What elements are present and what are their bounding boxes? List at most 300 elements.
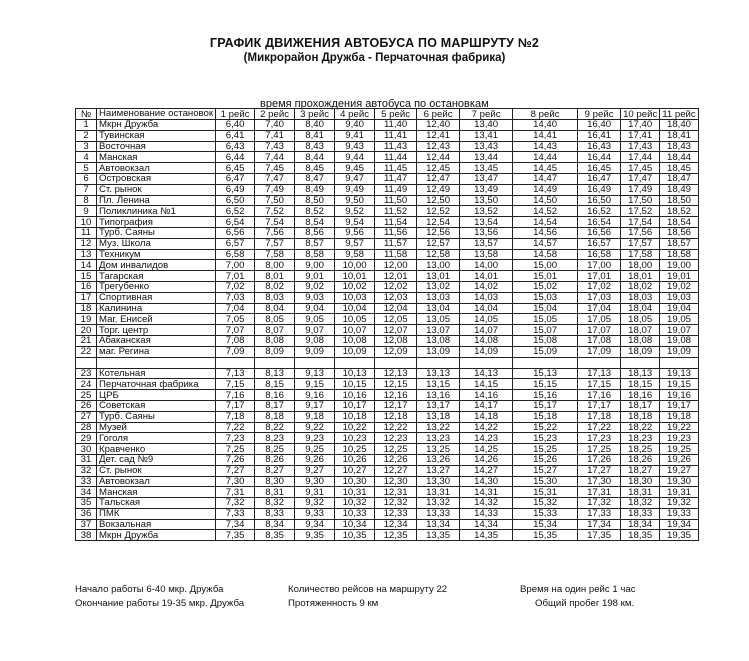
departure-time: 13,52 bbox=[460, 206, 513, 217]
departure-time: 16,54 bbox=[578, 217, 621, 228]
departure-time: 13,47 bbox=[460, 173, 513, 184]
departure-time: 18,23 bbox=[621, 433, 660, 444]
departure-time: 8,52 bbox=[295, 206, 335, 217]
departure-time: 18,52 bbox=[660, 206, 698, 217]
departure-time: 10,25 bbox=[335, 444, 375, 455]
departure-time: 12,17 bbox=[375, 400, 417, 411]
departure-time: 16,40 bbox=[578, 120, 621, 131]
departure-time: 17,47 bbox=[621, 173, 660, 184]
departure-time: 9,47 bbox=[335, 173, 375, 184]
departure-time: 9,01 bbox=[295, 271, 335, 282]
row-number: 1 bbox=[76, 120, 97, 131]
departure-time: 10,17 bbox=[335, 400, 375, 411]
stop-name: Тагарская bbox=[97, 271, 216, 282]
departure-time: 9,04 bbox=[295, 303, 335, 314]
departure-time: 7,01 bbox=[216, 271, 255, 282]
row-number: 31 bbox=[76, 454, 97, 465]
departure-time: 9,16 bbox=[295, 390, 335, 401]
departure-time: 19,27 bbox=[660, 465, 698, 476]
departure-time: 8,05 bbox=[255, 314, 295, 325]
table-row bbox=[76, 314, 699, 325]
departure-time: 17,01 bbox=[578, 271, 621, 282]
departure-time: 16,41 bbox=[578, 130, 621, 141]
departure-time: 9,02 bbox=[295, 281, 335, 292]
departure-time: 14,00 bbox=[460, 260, 513, 271]
departure-time: 10,33 bbox=[335, 508, 375, 519]
departure-time: 7,35 bbox=[216, 530, 255, 541]
stop-name: Гоголя bbox=[97, 433, 216, 444]
row-number: 10 bbox=[76, 217, 97, 228]
table-row bbox=[76, 422, 699, 433]
departure-time: 11,41 bbox=[375, 130, 417, 141]
departure-time: 17,26 bbox=[578, 454, 621, 465]
departure-time: 17,43 bbox=[621, 141, 660, 152]
departure-time: 17,15 bbox=[578, 379, 621, 390]
departure-time: 8,27 bbox=[255, 465, 295, 476]
departure-time: 18,32 bbox=[621, 498, 660, 509]
departure-time: 10,22 bbox=[335, 422, 375, 433]
departure-time: 12,25 bbox=[375, 444, 417, 455]
departure-time: 11,56 bbox=[375, 227, 417, 238]
departure-time: 18,08 bbox=[621, 335, 660, 346]
departure-time: 19,16 bbox=[660, 390, 698, 401]
stop-name: Дом инвалидов bbox=[97, 260, 216, 271]
table-row bbox=[76, 120, 699, 131]
header-trip: 4 рейс bbox=[335, 109, 375, 120]
departure-time: 11,50 bbox=[375, 195, 417, 206]
departure-time: 19,30 bbox=[660, 476, 698, 487]
departure-time: 13,40 bbox=[460, 120, 513, 131]
departure-time: 14,34 bbox=[460, 519, 513, 530]
departure-time: 16,44 bbox=[578, 152, 621, 163]
departure-time: 9,50 bbox=[335, 195, 375, 206]
departure-time: 8,35 bbox=[255, 530, 295, 541]
departure-time: 16,50 bbox=[578, 195, 621, 206]
departure-time: 10,05 bbox=[335, 314, 375, 325]
departure-time: 19,31 bbox=[660, 487, 698, 498]
departure-time: 12,31 bbox=[375, 487, 417, 498]
departure-time: 17,54 bbox=[621, 217, 660, 228]
departure-time: 17,22 bbox=[578, 422, 621, 433]
departure-time: 9,57 bbox=[335, 238, 375, 249]
table-header-row bbox=[76, 109, 699, 120]
departure-time: 19,02 bbox=[660, 281, 698, 292]
departure-time: 13,33 bbox=[417, 508, 460, 519]
departure-time: 13,32 bbox=[417, 498, 460, 509]
departure-time: 17,35 bbox=[578, 530, 621, 541]
footer-trip-time: Время на один рейс 1 час bbox=[520, 584, 636, 595]
departure-time: 19,33 bbox=[660, 508, 698, 519]
departure-time: 7,13 bbox=[216, 368, 255, 379]
departure-time: 14,05 bbox=[460, 314, 513, 325]
departure-time: 14,22 bbox=[460, 422, 513, 433]
departure-time: 18,26 bbox=[621, 454, 660, 465]
departure-time: 17,00 bbox=[578, 260, 621, 271]
table-row bbox=[76, 325, 699, 336]
departure-time: 12,01 bbox=[375, 271, 417, 282]
departure-time: 8,22 bbox=[255, 422, 295, 433]
departure-time: 6,49 bbox=[216, 184, 255, 195]
departure-time: 19,09 bbox=[660, 346, 698, 357]
departure-time: 17,58 bbox=[621, 249, 660, 260]
departure-time: 12,50 bbox=[417, 195, 460, 206]
table-row bbox=[76, 390, 699, 401]
departure-time: 9,00 bbox=[295, 260, 335, 271]
departure-time: 19,18 bbox=[660, 411, 698, 422]
departure-time: 17,18 bbox=[578, 411, 621, 422]
departure-time: 7,52 bbox=[255, 206, 295, 217]
departure-time: 8,00 bbox=[255, 260, 295, 271]
departure-time: 17,27 bbox=[578, 465, 621, 476]
row-number: 24 bbox=[76, 379, 97, 390]
departure-time: 7,34 bbox=[216, 519, 255, 530]
departure-time: 10,30 bbox=[335, 476, 375, 487]
departure-time: 15,16 bbox=[513, 390, 578, 401]
departure-time: 11,40 bbox=[375, 120, 417, 131]
departure-time: 12,47 bbox=[417, 173, 460, 184]
departure-time bbox=[417, 357, 460, 368]
departure-time: 9,17 bbox=[295, 400, 335, 411]
departure-time: 11,57 bbox=[375, 238, 417, 249]
stop-name: Островская bbox=[97, 173, 216, 184]
departure-time: 14,33 bbox=[460, 508, 513, 519]
table-row bbox=[76, 292, 699, 303]
departure-time: 13,08 bbox=[417, 335, 460, 346]
departure-time: 8,26 bbox=[255, 454, 295, 465]
stop-name: Манская bbox=[97, 487, 216, 498]
departure-time: 14,45 bbox=[513, 163, 578, 174]
departure-time: 12,18 bbox=[375, 411, 417, 422]
departure-time: 18,31 bbox=[621, 487, 660, 498]
departure-time: 13,44 bbox=[460, 152, 513, 163]
departure-time: 8,34 bbox=[255, 519, 295, 530]
footer-start: Начало работы 6-40 мкр. Дружба bbox=[75, 584, 224, 595]
departure-time: 10,08 bbox=[335, 335, 375, 346]
departure-time: 8,03 bbox=[255, 292, 295, 303]
departure-time: 18,47 bbox=[660, 173, 698, 184]
departure-time: 7,27 bbox=[216, 465, 255, 476]
departure-time: 6,43 bbox=[216, 141, 255, 152]
departure-time: 8,01 bbox=[255, 271, 295, 282]
departure-time: 17,57 bbox=[621, 238, 660, 249]
row-number: 5 bbox=[76, 163, 97, 174]
departure-time: 9,27 bbox=[295, 465, 335, 476]
departure-time: 8,54 bbox=[295, 217, 335, 228]
departure-time: 8,25 bbox=[255, 444, 295, 455]
stop-name bbox=[97, 357, 216, 368]
stop-name: Техникум bbox=[97, 249, 216, 260]
departure-time: 15,30 bbox=[513, 476, 578, 487]
departure-time: 13,13 bbox=[417, 368, 460, 379]
departure-time: 17,04 bbox=[578, 303, 621, 314]
row-number: 22 bbox=[76, 346, 97, 357]
departure-time: 9,13 bbox=[295, 368, 335, 379]
departure-time: 19,23 bbox=[660, 433, 698, 444]
departure-time: 15,23 bbox=[513, 433, 578, 444]
departure-time: 14,57 bbox=[513, 238, 578, 249]
row-number bbox=[76, 357, 97, 368]
departure-time: 13,27 bbox=[417, 465, 460, 476]
departure-time: 12,13 bbox=[375, 368, 417, 379]
departure-time: 15,07 bbox=[513, 325, 578, 336]
departure-time: 12,04 bbox=[375, 303, 417, 314]
header-trip: 10 рейс bbox=[621, 109, 660, 120]
departure-time: 10,09 bbox=[335, 346, 375, 357]
departure-time: 9,05 bbox=[295, 314, 335, 325]
departure-time: 10,16 bbox=[335, 390, 375, 401]
table-row bbox=[76, 271, 699, 282]
departure-time: 14,01 bbox=[460, 271, 513, 282]
departure-time: 14,32 bbox=[460, 498, 513, 509]
table-row bbox=[76, 152, 699, 163]
row-number: 16 bbox=[76, 281, 97, 292]
departure-time: 8,32 bbox=[255, 498, 295, 509]
stop-name: ЦРБ bbox=[97, 390, 216, 401]
departure-time: 14,23 bbox=[460, 433, 513, 444]
departure-time: 15,25 bbox=[513, 444, 578, 455]
departure-time: 13,26 bbox=[417, 454, 460, 465]
departure-time: 8,33 bbox=[255, 508, 295, 519]
departure-time: 6,40 bbox=[216, 120, 255, 131]
departure-time: 8,15 bbox=[255, 379, 295, 390]
stop-name: Спортивная bbox=[97, 292, 216, 303]
departure-time: 7,54 bbox=[255, 217, 295, 228]
departure-time: 15,22 bbox=[513, 422, 578, 433]
departure-time: 14,40 bbox=[513, 120, 578, 131]
departure-time: 10,00 bbox=[335, 260, 375, 271]
departure-time: 15,01 bbox=[513, 271, 578, 282]
departure-time: 7,26 bbox=[216, 454, 255, 465]
departure-time: 19,00 bbox=[660, 260, 698, 271]
departure-time: 12,03 bbox=[375, 292, 417, 303]
row-number: 12 bbox=[76, 238, 97, 249]
departure-time: 13,49 bbox=[460, 184, 513, 195]
departure-time: 17,07 bbox=[578, 325, 621, 336]
table-row bbox=[76, 487, 699, 498]
departure-time: 10,03 bbox=[335, 292, 375, 303]
departure-time: 12,43 bbox=[417, 141, 460, 152]
departure-time: 12,27 bbox=[375, 465, 417, 476]
header-trip: 9 рейс bbox=[578, 109, 621, 120]
departure-time: 11,44 bbox=[375, 152, 417, 163]
table-row bbox=[76, 498, 699, 509]
departure-time: 17,41 bbox=[621, 130, 660, 141]
departure-time: 15,26 bbox=[513, 454, 578, 465]
departure-time: 9,40 bbox=[335, 120, 375, 131]
row-number: 28 bbox=[76, 422, 97, 433]
departure-time: 14,13 bbox=[460, 368, 513, 379]
departure-time: 17,13 bbox=[578, 368, 621, 379]
departure-time: 14,02 bbox=[460, 281, 513, 292]
departure-time: 14,54 bbox=[513, 217, 578, 228]
row-number: 33 bbox=[76, 476, 97, 487]
departure-time: 14,15 bbox=[460, 379, 513, 390]
departure-time: 7,30 bbox=[216, 476, 255, 487]
departure-time: 7,02 bbox=[216, 281, 255, 292]
stop-name: Ст. рынок bbox=[97, 465, 216, 476]
departure-time: 12,22 bbox=[375, 422, 417, 433]
page-title: ГРАФИК ДВИЖЕНИЯ АВТОБУСА ПО МАРШРУТУ №2 bbox=[209, 36, 540, 50]
departure-time: 7,40 bbox=[255, 120, 295, 131]
departure-time: 9,31 bbox=[295, 487, 335, 498]
stop-name: Абаканская bbox=[97, 335, 216, 346]
departure-time: 12,07 bbox=[375, 325, 417, 336]
departure-time: 19,22 bbox=[660, 422, 698, 433]
departure-time: 18,25 bbox=[621, 444, 660, 455]
departure-time: 12,58 bbox=[417, 249, 460, 260]
departure-time: 18,35 bbox=[621, 530, 660, 541]
departure-time: 19,13 bbox=[660, 368, 698, 379]
departure-time: 12,57 bbox=[417, 238, 460, 249]
departure-time: 9,26 bbox=[295, 454, 335, 465]
page-subtitle: (Микрорайон Дружба - Перчаточная фабрика) bbox=[243, 52, 506, 64]
departure-time: 7,08 bbox=[216, 335, 255, 346]
departure-time: 9,45 bbox=[335, 163, 375, 174]
departure-time: 7,16 bbox=[216, 390, 255, 401]
table-row bbox=[76, 335, 699, 346]
departure-time: 10,31 bbox=[335, 487, 375, 498]
row-number: 20 bbox=[76, 325, 97, 336]
departure-time: 17,32 bbox=[578, 498, 621, 509]
stop-name: Автовокзал bbox=[97, 163, 216, 174]
departure-time: 15,18 bbox=[513, 411, 578, 422]
departure-time: 7,03 bbox=[216, 292, 255, 303]
header-stop-name: Наименование остановок bbox=[97, 109, 216, 120]
row-number: 15 bbox=[76, 271, 97, 282]
departure-time: 7,58 bbox=[255, 249, 295, 260]
table-row bbox=[76, 173, 699, 184]
departure-time: 8,31 bbox=[255, 487, 295, 498]
departure-time: 19,17 bbox=[660, 400, 698, 411]
departure-time: 14,09 bbox=[460, 346, 513, 357]
departure-time: 12,16 bbox=[375, 390, 417, 401]
departure-time bbox=[621, 357, 660, 368]
departure-time: 9,15 bbox=[295, 379, 335, 390]
departure-time: 13,17 bbox=[417, 400, 460, 411]
departure-time: 12,00 bbox=[375, 260, 417, 271]
header-trip: 5 рейс bbox=[375, 109, 417, 120]
stop-name: Пл. Ленина bbox=[97, 195, 216, 206]
table-row bbox=[76, 444, 699, 455]
departure-time: 17,52 bbox=[621, 206, 660, 217]
departure-time: 10,15 bbox=[335, 379, 375, 390]
departure-time: 9,44 bbox=[335, 152, 375, 163]
departure-time: 12,35 bbox=[375, 530, 417, 541]
table-row bbox=[76, 379, 699, 390]
departure-time: 15,33 bbox=[513, 508, 578, 519]
header-number: № bbox=[76, 109, 97, 120]
stop-name: Дет. сад №9 bbox=[97, 454, 216, 465]
departure-time bbox=[513, 357, 578, 368]
departure-time: 18,54 bbox=[660, 217, 698, 228]
departure-time: 17,44 bbox=[621, 152, 660, 163]
row-number: 13 bbox=[76, 249, 97, 260]
stop-name: Поликлиника №1 bbox=[97, 206, 216, 217]
stop-name: Восточная bbox=[97, 141, 216, 152]
table-row bbox=[76, 368, 699, 379]
departure-time: 11,47 bbox=[375, 173, 417, 184]
departure-time: 18,50 bbox=[660, 195, 698, 206]
header-trip: 7 рейс bbox=[460, 109, 513, 120]
stop-name: Тувинская bbox=[97, 130, 216, 141]
departure-time: 13,05 bbox=[417, 314, 460, 325]
departure-time: 17,40 bbox=[621, 120, 660, 131]
departure-time: 7,56 bbox=[255, 227, 295, 238]
departure-time: 14,35 bbox=[460, 530, 513, 541]
row-number: 7 bbox=[76, 184, 97, 195]
departure-time: 8,40 bbox=[295, 120, 335, 131]
departure-time: 16,43 bbox=[578, 141, 621, 152]
departure-time: 18,45 bbox=[660, 163, 698, 174]
departure-time: 18,27 bbox=[621, 465, 660, 476]
departure-time: 8,07 bbox=[255, 325, 295, 336]
departure-time: 17,02 bbox=[578, 281, 621, 292]
departure-time: 14,16 bbox=[460, 390, 513, 401]
row-number: 4 bbox=[76, 152, 97, 163]
table-row bbox=[76, 260, 699, 271]
departure-time: 18,57 bbox=[660, 238, 698, 249]
departure-time: 11,49 bbox=[375, 184, 417, 195]
departure-time: 8,41 bbox=[295, 130, 335, 141]
departure-time: 18,16 bbox=[621, 390, 660, 401]
departure-time: 17,30 bbox=[578, 476, 621, 487]
table-row bbox=[76, 530, 699, 541]
row-number: 6 bbox=[76, 173, 97, 184]
departure-time: 7,43 bbox=[255, 141, 295, 152]
departure-time: 15,04 bbox=[513, 303, 578, 314]
departure-time: 13,23 bbox=[417, 433, 460, 444]
departure-time: 8,09 bbox=[255, 346, 295, 357]
departure-time: 12,34 bbox=[375, 519, 417, 530]
footer-length: Протяженность 9 км bbox=[288, 598, 379, 609]
departure-time: 9,56 bbox=[335, 227, 375, 238]
departure-time: 15,34 bbox=[513, 519, 578, 530]
departure-time: 14,30 bbox=[460, 476, 513, 487]
departure-time: 15,31 bbox=[513, 487, 578, 498]
departure-time: 15,08 bbox=[513, 335, 578, 346]
table-row bbox=[76, 163, 699, 174]
departure-time: 14,58 bbox=[513, 249, 578, 260]
departure-time: 8,13 bbox=[255, 368, 295, 379]
departure-time: 13,54 bbox=[460, 217, 513, 228]
departure-time: 7,17 bbox=[216, 400, 255, 411]
departure-time: 6,45 bbox=[216, 163, 255, 174]
departure-time: 14,52 bbox=[513, 206, 578, 217]
row-number: 14 bbox=[76, 260, 97, 271]
departure-time: 11,45 bbox=[375, 163, 417, 174]
table-row bbox=[76, 184, 699, 195]
departure-time: 17,09 bbox=[578, 346, 621, 357]
departure-time: 14,49 bbox=[513, 184, 578, 195]
departure-time: 15,35 bbox=[513, 530, 578, 541]
departure-time: 17,56 bbox=[621, 227, 660, 238]
departure-time: 13,50 bbox=[460, 195, 513, 206]
departure-time: 7,05 bbox=[216, 314, 255, 325]
header-trip: 2 рейс bbox=[255, 109, 295, 120]
departure-time: 18,07 bbox=[621, 325, 660, 336]
row-number: 9 bbox=[76, 206, 97, 217]
row-number: 26 bbox=[76, 400, 97, 411]
row-number: 23 bbox=[76, 368, 97, 379]
departure-time: 15,15 bbox=[513, 379, 578, 390]
departure-time: 12,05 bbox=[375, 314, 417, 325]
departure-time: 17,49 bbox=[621, 184, 660, 195]
departure-time: 18,33 bbox=[621, 508, 660, 519]
stop-name: Автовокзал bbox=[97, 476, 216, 487]
departure-time: 14,17 bbox=[460, 400, 513, 411]
departure-time: 11,58 bbox=[375, 249, 417, 260]
stop-name: Мкрн Дружба bbox=[97, 120, 216, 131]
